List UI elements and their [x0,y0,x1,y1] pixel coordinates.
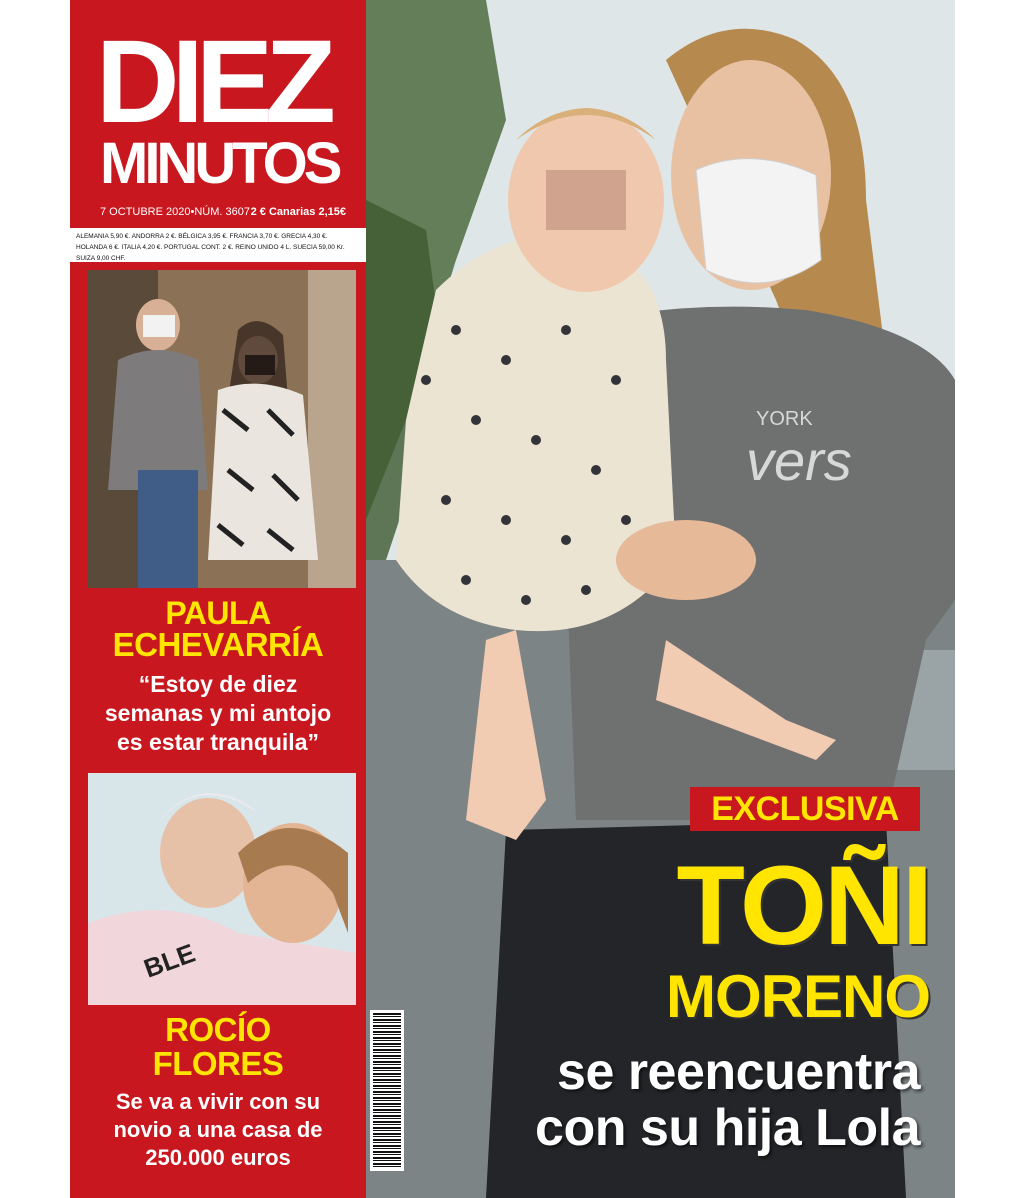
magazine-cover [70,0,955,1198]
exclusiva-badge: EXCLUSIVA [690,787,920,831]
story1-photo [88,270,356,588]
shirt-print: vers [746,429,852,492]
issue-date: 7 OCTUBRE 2020•NÚM. 3607 [100,206,250,218]
shirt-print-small: YORK [756,408,813,430]
headline-name1: TOÑI [676,843,930,968]
story2-name2: FLORES [152,1045,284,1082]
barcode [370,1010,404,1171]
story2-photo [88,773,356,1005]
story1-name2: ECHEVARRÍA [112,626,324,663]
masthead [70,0,366,260]
story2-name1: ROCÍO [165,1011,271,1048]
story1-name1: PAULA [165,595,271,631]
story1-quote-line1: “Estoy de diez [138,671,298,697]
headline-subtitle-line2: con su hija Lola [535,1099,920,1157]
story1-quote-line3: es estar tranquila” [117,729,319,755]
story2-photo-illustration [88,773,356,1005]
logo-diez: DIEZ [96,16,329,148]
logo-minutos: MINUTOS [100,131,339,196]
price-list: ALEMANIA 5,90 €. ANDORRA 2 €. BÉLGICA 3,95 €. FRANCIA 3,70 €. GRECIA 4,30 €. HOLANDA 6 €. ITALIA 4,20 €. PORTUGAL CONT. 2 €. REINO UNIDO 4 L. SUECIA 59,00 Kr. SUIZA 9,00 CHF. [70,228,366,262]
headline-name2: MORENO [666,963,930,1030]
story2-line1: Se va a vivir con su [115,1089,321,1114]
headline-subtitle-line1: se reencuentra [557,1043,920,1101]
left-column [70,0,366,1198]
story2-line3: 250.000 euros [145,1145,291,1170]
issue-line [100,206,356,218]
story1-quote-line2: semanas y mi antojo [104,700,332,726]
story2-line2: novio a una casa de [113,1117,323,1142]
svg-text:BLE: BLE [139,937,199,984]
issue-price: 2 € Canarias 2,15€ [250,206,346,218]
story1-photo-illustration [88,270,356,588]
